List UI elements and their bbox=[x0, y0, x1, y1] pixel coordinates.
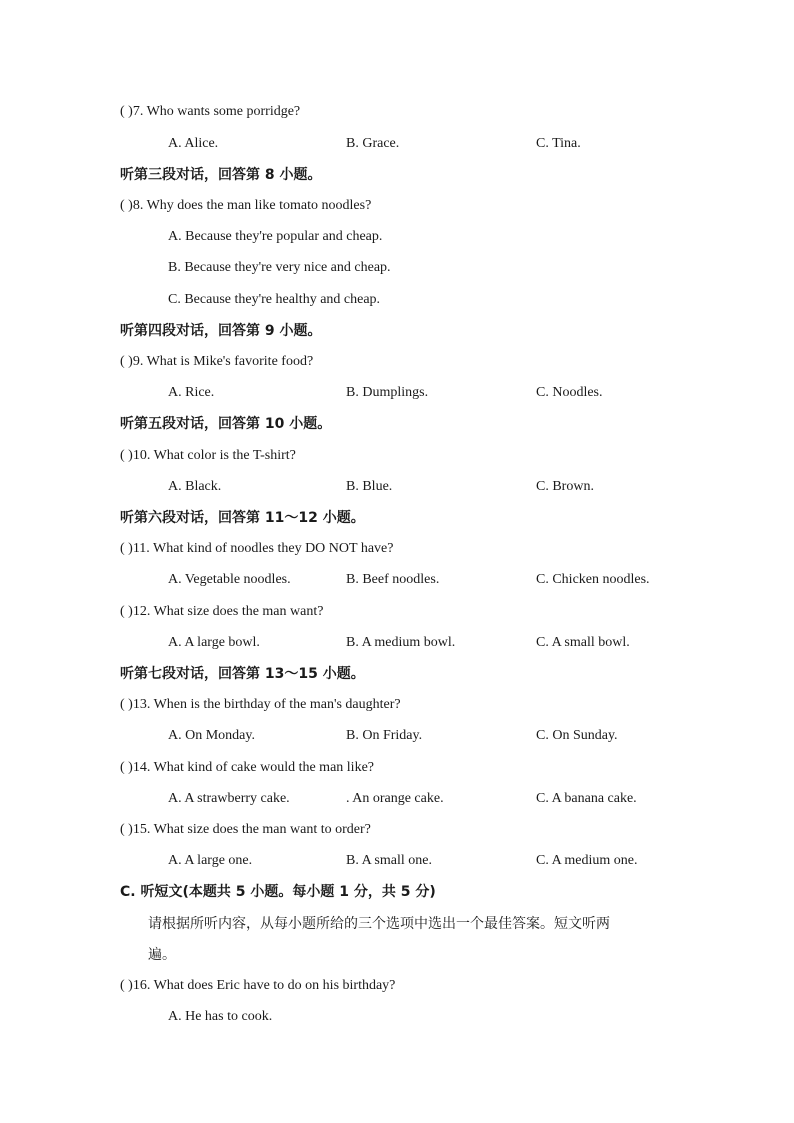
option-a: A. On Monday. bbox=[168, 728, 255, 743]
option-a: A. A large one. bbox=[168, 853, 253, 868]
question-15-stem: ( )15. What size does the man want to order? bbox=[120, 822, 371, 837]
question-12-stem: ( )12. What size does the man want? bbox=[120, 604, 324, 619]
option-a: A. Black. bbox=[168, 479, 222, 494]
option-c: C. On Sunday. bbox=[536, 728, 618, 743]
option-b: B. Beef noodles. bbox=[346, 572, 440, 587]
question-13-options bbox=[168, 727, 728, 745]
question-11-options bbox=[168, 571, 728, 589]
question-12-options bbox=[168, 634, 728, 652]
question-10-options bbox=[168, 478, 728, 496]
question-16-option-a: A. He has to cook. bbox=[168, 1009, 273, 1024]
option-b: B. Blue. bbox=[346, 479, 393, 494]
question-8-option-c: C. Because they're healthy and cheap. bbox=[168, 292, 381, 307]
part-c-instructions-line-2: 遍。 bbox=[148, 947, 176, 963]
option-a: A. Alice. bbox=[168, 136, 219, 151]
option-b: . An orange cake. bbox=[346, 791, 444, 806]
option-c: C. Noodles. bbox=[536, 385, 603, 400]
question-11-stem: ( )11. What kind of noodles they DO NOT have? bbox=[120, 541, 394, 556]
option-a: A. A large bowl. bbox=[168, 635, 260, 650]
question-9-stem: ( )9. What is Mike's favorite food? bbox=[120, 354, 314, 369]
question-10-stem: ( )10. What color is the T-shirt? bbox=[120, 448, 296, 463]
option-a: A. Rice. bbox=[168, 385, 215, 400]
question-7-options bbox=[168, 135, 728, 153]
question-14-stem: ( )14. What kind of cake would the man like? bbox=[120, 760, 374, 775]
question-16-stem: ( )16. What does Eric have to do on his birthday? bbox=[120, 978, 396, 993]
section-5-heading: 听第五段对话，回答第 10 小题。 bbox=[120, 416, 332, 432]
question-8-option-a: A. Because they're popular and cheap. bbox=[168, 229, 383, 244]
option-b: B. A small one. bbox=[346, 853, 432, 868]
option-c: C. A medium one. bbox=[536, 853, 638, 868]
question-13-stem: ( )13. When is the birthday of the man's daughter? bbox=[120, 697, 401, 712]
question-15-options bbox=[168, 852, 728, 870]
question-7-stem: ( )7. Who wants some porridge? bbox=[120, 104, 301, 119]
part-c-heading: C. 听短文(本题共 5 小题。每小题 1 分，共 5 分) bbox=[120, 884, 436, 900]
question-8-stem: ( )8. Why does the man like tomato noodles? bbox=[120, 198, 372, 213]
question-9-options bbox=[168, 384, 728, 402]
section-6-heading: 听第六段对话，回答第 11～12 小题。 bbox=[120, 510, 365, 526]
part-c-instructions-line-1: 请根据所听内容，从每小题所给的三个选项中选出一个最佳答案。短文听两 bbox=[148, 916, 610, 932]
option-a: A. A strawberry cake. bbox=[168, 791, 290, 806]
option-c: C. Chicken noodles. bbox=[536, 572, 650, 587]
option-c: C. Brown. bbox=[536, 479, 594, 494]
option-b: B. On Friday. bbox=[346, 728, 423, 743]
section-4-heading: 听第四段对话，回答第 9 小题。 bbox=[120, 323, 322, 339]
option-a: A. Vegetable noodles. bbox=[168, 572, 291, 587]
section-7-heading: 听第七段对话，回答第 13～15 小题。 bbox=[120, 666, 365, 682]
question-14-options bbox=[168, 790, 728, 808]
option-c: C. Tina. bbox=[536, 136, 581, 151]
option-b: B. A medium bowl. bbox=[346, 635, 456, 650]
option-b: B. Grace. bbox=[346, 136, 400, 151]
option-b: B. Dumplings. bbox=[346, 385, 429, 400]
option-c: C. A banana cake. bbox=[536, 791, 637, 806]
option-c: C. A small bowl. bbox=[536, 635, 630, 650]
section-3-heading: 听第三段对话，回答第 8 小题。 bbox=[120, 167, 322, 183]
question-8-option-b: B. Because they're very nice and cheap. bbox=[168, 260, 391, 275]
